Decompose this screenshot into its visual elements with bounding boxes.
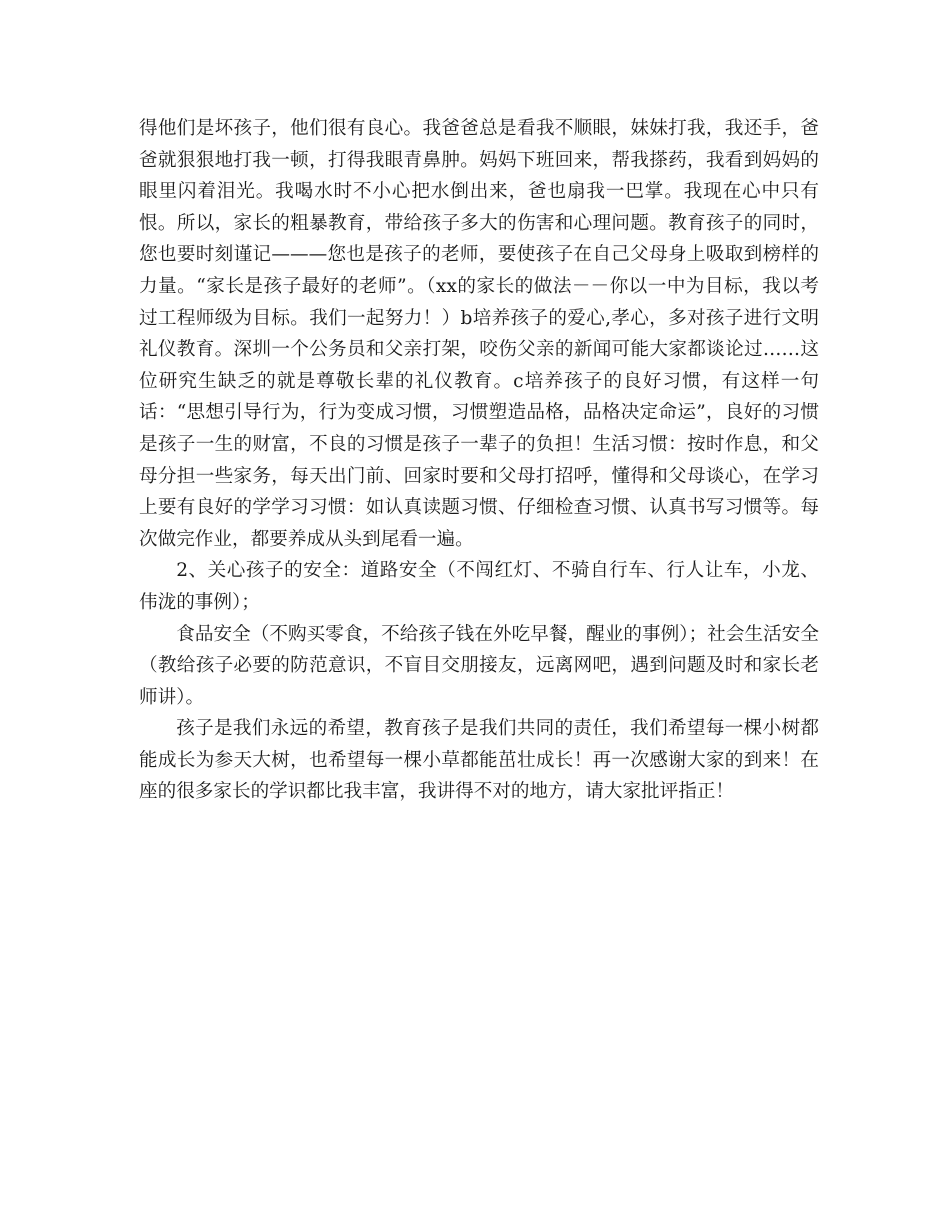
- paragraph-1: 得他们是坏孩子，他们很有良心。我爸爸总是看我不顺眼，妹妹打我，我还手，爸爸就狠狠地打我一顿，打得我眼青鼻肿。妈妈下班回来，帮我搽药，我看到妈妈的眼里闪着泪光。我喝水时不小心把水倒出来，爸也扇我一巴掌。我现在心中只有恨。所以，家长的粗暴教育，带给孩子多大的伤害和心理问题。教育孩子的同时，您也要时刻谨记———您也是孩子的老师，要使孩子在自己父母身上吸取到榜样的力量。“家长是孩子最好的老师”。（xx的家长的做法－－你以一中为目标，我以考过工程师级为目标。我们一起努力！）b培养孩子的爱心,孝心，多对孩子进行文明礼仪教育。深圳一个公务员和父亲打架，咬伤父亲的新闻可能大家都谈论过……这位研究生缺乏的就是尊敬长辈的礼仪教育。c培养孩子的良好习惯，有这样一句话：“思想引导行为，行为变成习惯，习惯塑造品格，品格决定命运”，良好的习惯是孩子一生的财富，不良的习惯是孩子一辈子的负担！生活习惯：按时作息，和父母分担一些家务，每天出门前、回家时要和父母打招呼，懂得和父母谈心，在学习上要有良好的学学习习惯：如认真读题习惯、仔细检查习惯、认真书写习惯等。每次做完作业，都要养成从头到尾看一遍。: [139, 118, 819, 550]
- document-body: [139, 113, 819, 808]
- paragraph-2: 2、关心孩子的安全：道路安全（不闯红灯、不骑自行车、行人让车，小龙、伟泷的事例）；: [139, 560, 819, 613]
- paragraph-4: 孩子是我们永远的希望，教育孩子是我们共同的责任，我们希望每一棵小树都能成长为参天大树，也希望每一棵小草都能茁壮成长！再一次感谢大家的到来！在座的很多家长的学识都比我丰富，我讲得不对的地方，请大家批评指正！: [139, 718, 819, 803]
- paragraph-3: 食品安全（不购买零食，不给孩子钱在外吃早餐，醒业的事例）；社会生活安全（教给孩子必要的防范意识，不盲目交朋接友，远离网吧，遇到问题及时和家长老师讲）。: [139, 623, 819, 708]
